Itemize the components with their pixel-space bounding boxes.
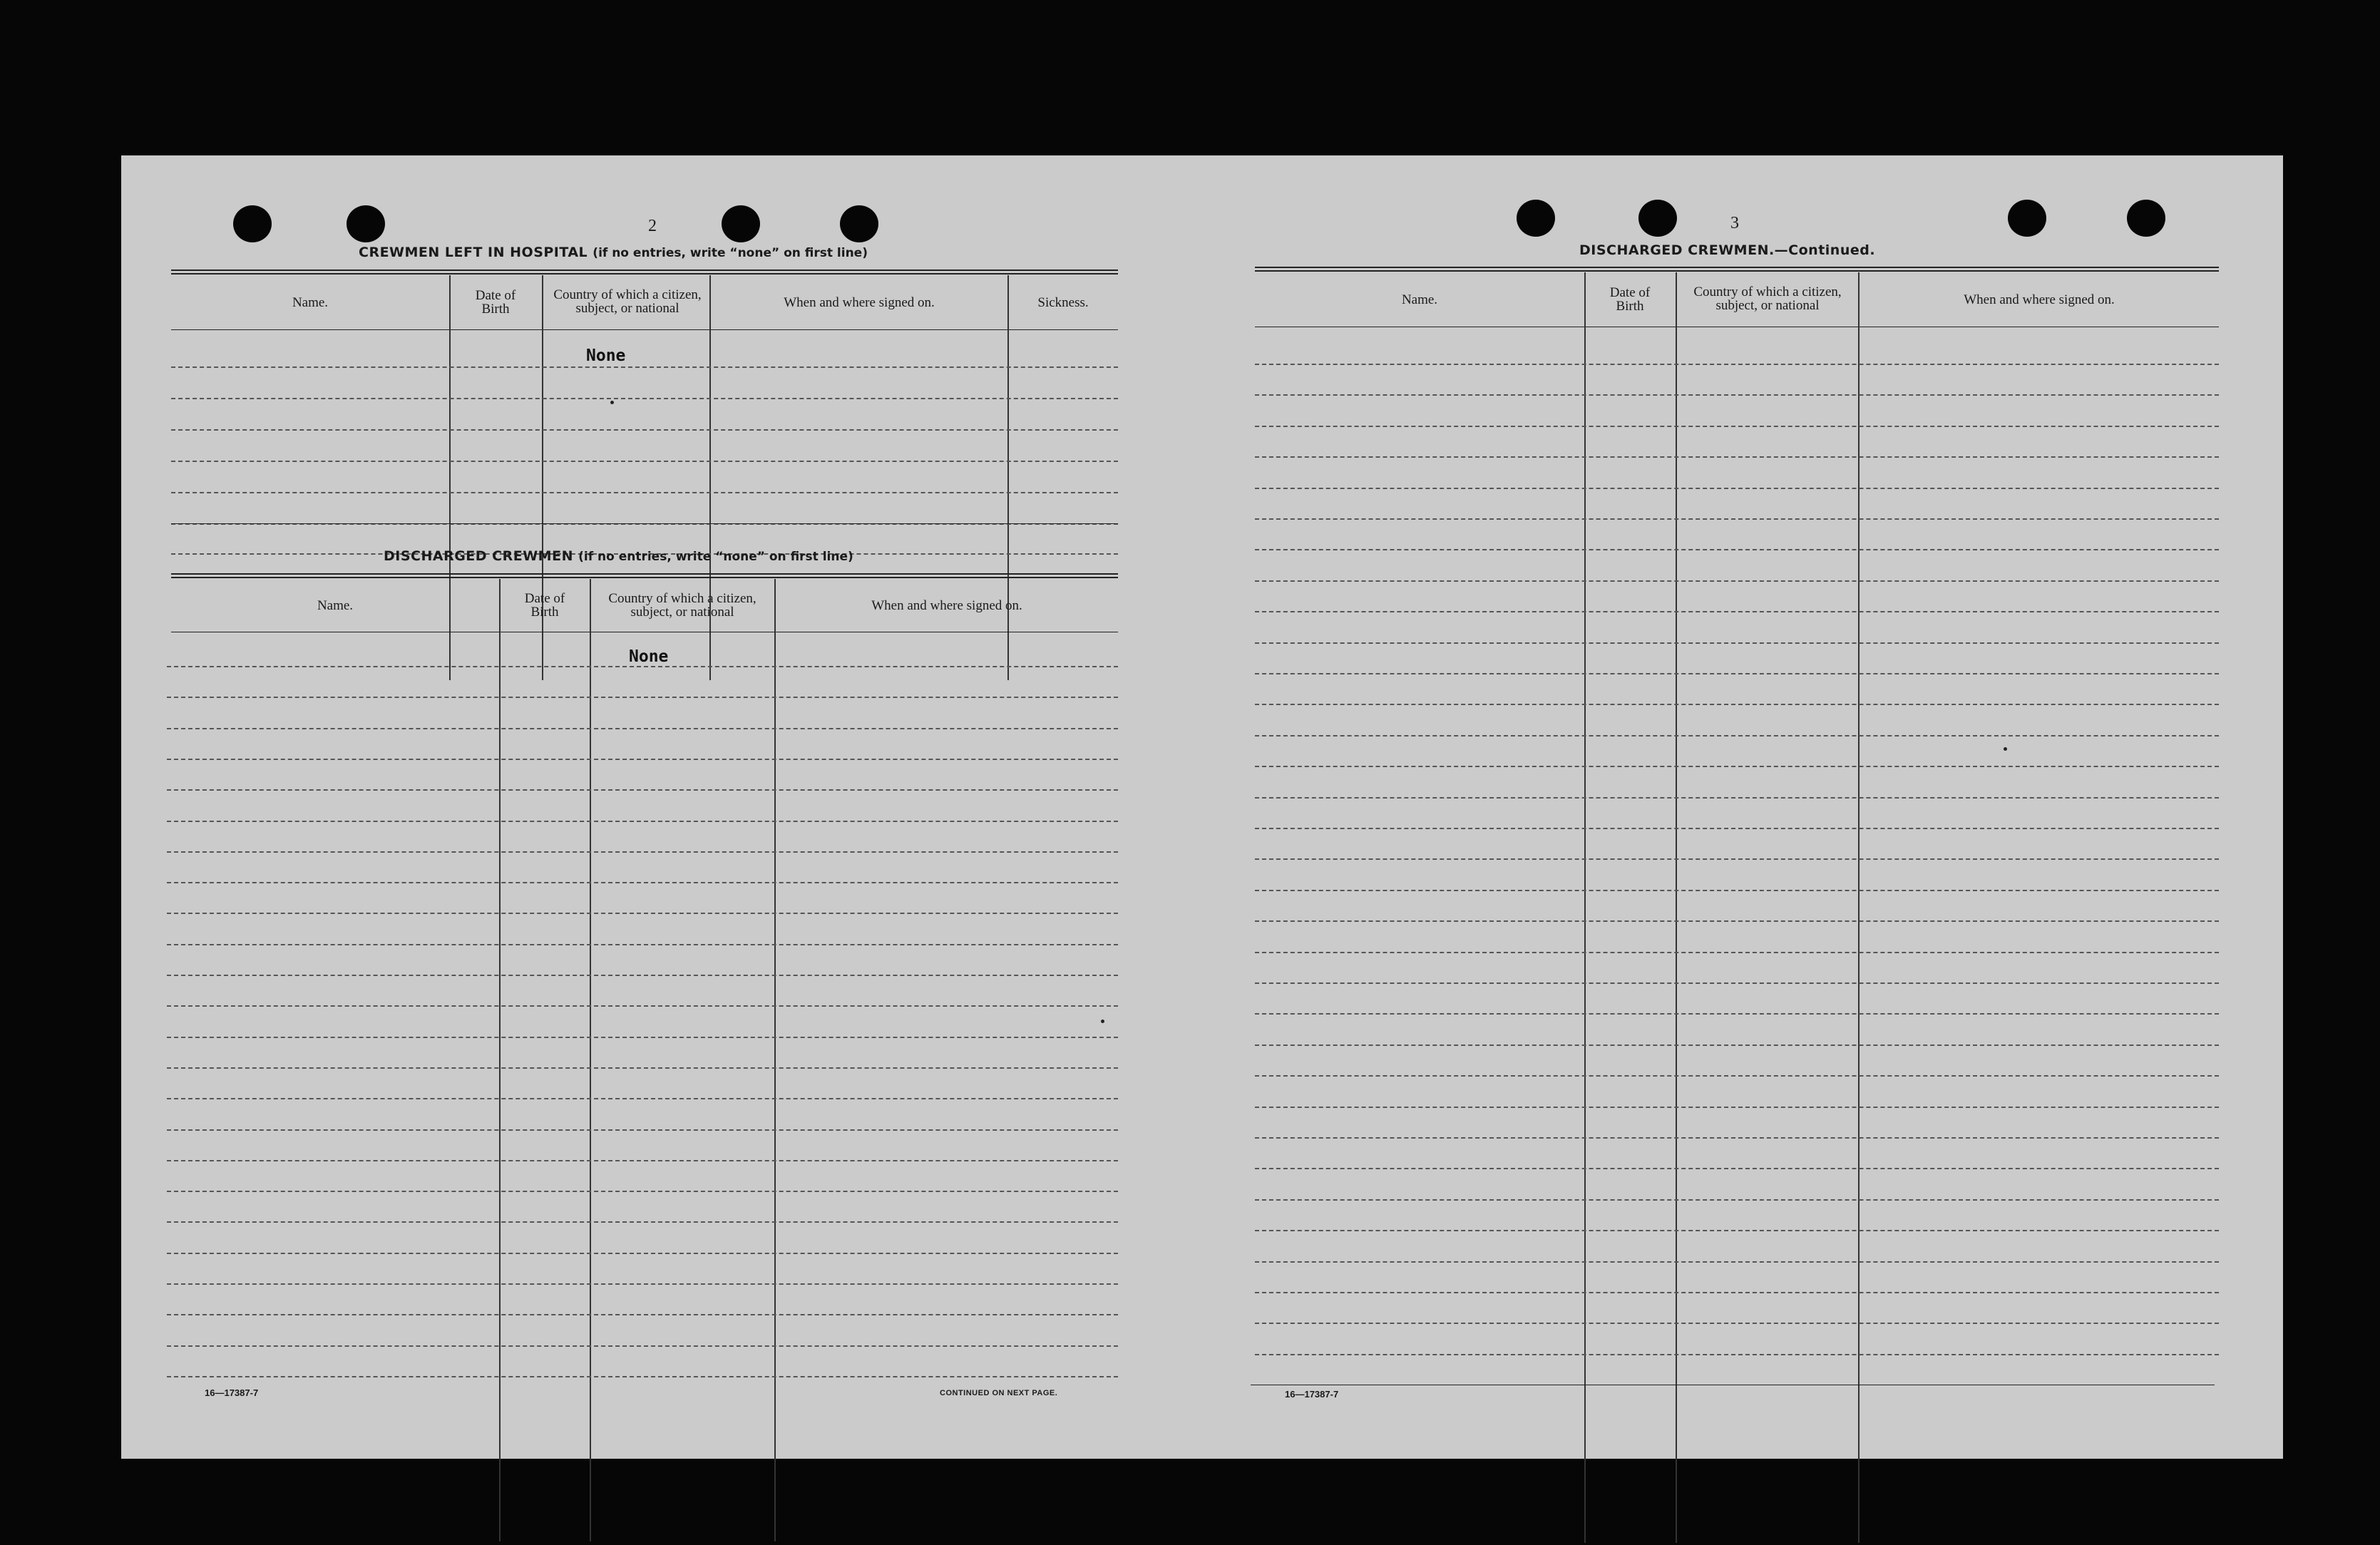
- rule: [1255, 267, 2219, 268]
- col-header-name: Name.: [1401, 292, 1438, 307]
- entry-line: [1255, 1137, 2219, 1139]
- punch-hole: [347, 205, 385, 242]
- column-divider: [590, 579, 591, 1541]
- entry-line: [1255, 364, 2219, 365]
- entry-line: [1255, 426, 2219, 427]
- punch-hole: [2008, 200, 2046, 237]
- col-header-country: Country of which a citizen, subject, or national: [1693, 284, 1842, 313]
- entry-line: [167, 1067, 1118, 1069]
- section-title-discharged-continued: DISCHARGED CREWMEN.—Continued.: [1579, 242, 1876, 258]
- punch-hole: [2127, 200, 2165, 237]
- section-title-discharged: [384, 548, 853, 564]
- punch-hole: [1638, 200, 1677, 237]
- entry-line: [1255, 735, 2219, 736]
- entry-line: [167, 1005, 1118, 1007]
- entry-line: [1255, 920, 2219, 922]
- entry-line: [1255, 518, 2219, 520]
- entry-line: [167, 728, 1118, 729]
- entry-line: [1255, 1044, 2219, 1046]
- rule: [1255, 270, 2219, 272]
- page-number: 2: [648, 217, 657, 235]
- entry-line: [1255, 1230, 2219, 1231]
- entry-line: [1255, 673, 2219, 674]
- entry-line: [1255, 394, 2219, 396]
- right-form-page: [1212, 155, 2283, 1459]
- entry-line: [1255, 611, 2219, 612]
- col-header-dob: Date of Birth: [524, 591, 565, 620]
- entry-line: [171, 461, 1118, 462]
- entry-line: [167, 1253, 1118, 1254]
- entry-line: [1255, 1292, 2219, 1293]
- hospital-entry: None: [586, 347, 626, 365]
- entry-line: [167, 697, 1118, 698]
- entry-line: [1255, 766, 2219, 767]
- entry-line: [167, 1160, 1118, 1161]
- entry-line: [1255, 1261, 2219, 1263]
- entry-line: [1255, 858, 2219, 860]
- ink-speck: [2004, 747, 2007, 751]
- entry-line: [167, 851, 1118, 853]
- col-header-country: Country of which a citizen, subject, or national: [608, 591, 756, 620]
- punch-hole: [1517, 200, 1555, 237]
- ink-speck: [610, 401, 614, 404]
- entry-line: [171, 429, 1118, 431]
- rule: [171, 523, 1118, 524]
- column-divider: [1676, 272, 1677, 1543]
- entry-line: [167, 975, 1118, 976]
- entry-line: [1255, 488, 2219, 489]
- entry-line: [1255, 549, 2219, 550]
- entry-line: [167, 1314, 1118, 1315]
- entry-line: [167, 1129, 1118, 1131]
- entry-line: [167, 789, 1118, 791]
- entry-line: [171, 492, 1118, 493]
- ink-speck: [1101, 1020, 1104, 1023]
- col-header-country: Country of which a citizen, subject, or national: [553, 287, 702, 316]
- rule: [171, 273, 1118, 274]
- col-header-name: Name.: [317, 597, 354, 613]
- left-form-page: [121, 155, 1212, 1459]
- rule: [171, 577, 1118, 578]
- entry-line: [167, 913, 1118, 914]
- entry-line: [1255, 456, 2219, 458]
- entry-line: [167, 821, 1118, 822]
- column-divider: [774, 579, 776, 1541]
- entry-line: [167, 1376, 1118, 1377]
- col-header-dob: Date of Birth: [475, 288, 516, 317]
- entry-line: [1255, 704, 2219, 705]
- hospital-instruction: (if no entries, write “none” on first line): [593, 246, 868, 260]
- entry-line: [167, 1345, 1118, 1347]
- entry-line: [167, 882, 1118, 883]
- form-number: 16—17387-7: [205, 1387, 259, 1398]
- entry-line: [167, 666, 1118, 667]
- entry-line: [1255, 952, 2219, 953]
- entry-line: [171, 366, 1118, 368]
- entry-line: [1255, 797, 2219, 799]
- entry-line: [167, 1191, 1118, 1192]
- col-header-signed-on: When and where signed on.: [871, 597, 1022, 613]
- entry-line: [1255, 580, 2219, 582]
- continued-note: CONTINUED ON NEXT PAGE.: [940, 1389, 1058, 1397]
- discharged-title: DISCHARGED CREWMEN: [384, 548, 573, 564]
- hospital-title: CREWMEN LEFT IN HOSPITAL: [359, 245, 588, 260]
- col-header-signed-on: When and where signed on.: [1964, 292, 2115, 307]
- entry-line: [1255, 1075, 2219, 1077]
- rule: [171, 270, 1118, 271]
- punch-hole: [840, 205, 878, 242]
- rule: [171, 573, 1118, 575]
- entry-line: [167, 944, 1118, 945]
- col-header-sickness: Sickness.: [1037, 294, 1089, 310]
- entry-line: [171, 398, 1118, 399]
- column-divider: [1584, 272, 1586, 1543]
- entry-line: [1255, 1013, 2219, 1015]
- col-header-signed-on: When and where signed on.: [784, 294, 935, 310]
- form-number: 16—17387-7: [1285, 1389, 1339, 1400]
- entry-line: [1255, 1199, 2219, 1201]
- rule: [171, 329, 1118, 330]
- punch-hole: [233, 205, 272, 242]
- entry-line: [167, 1283, 1118, 1285]
- entry-line: [1255, 1107, 2219, 1108]
- entry-line: [167, 1221, 1118, 1223]
- entry-line: [1255, 1168, 2219, 1169]
- discharged-entry: None: [629, 647, 669, 666]
- column-divider: [499, 579, 501, 1541]
- punch-hole: [722, 205, 760, 242]
- section-title-hospital: [359, 245, 868, 260]
- entry-line: [1255, 982, 2219, 984]
- col-header-name: Name.: [292, 294, 329, 310]
- entry-line: [1255, 1323, 2219, 1324]
- entry-line: [167, 1098, 1118, 1099]
- entry-line: [1255, 828, 2219, 829]
- entry-line: [167, 759, 1118, 760]
- entry-line: [167, 1037, 1118, 1038]
- page-number: 3: [1730, 214, 1739, 232]
- col-header-dob: Date of Birth: [1609, 285, 1651, 314]
- entry-line: [1255, 642, 2219, 644]
- entry-line: [1255, 890, 2219, 891]
- entry-line: [1255, 1354, 2219, 1355]
- discharged-instruction: (if no entries, write “none” on first line): [578, 550, 853, 564]
- column-divider: [1858, 272, 1860, 1543]
